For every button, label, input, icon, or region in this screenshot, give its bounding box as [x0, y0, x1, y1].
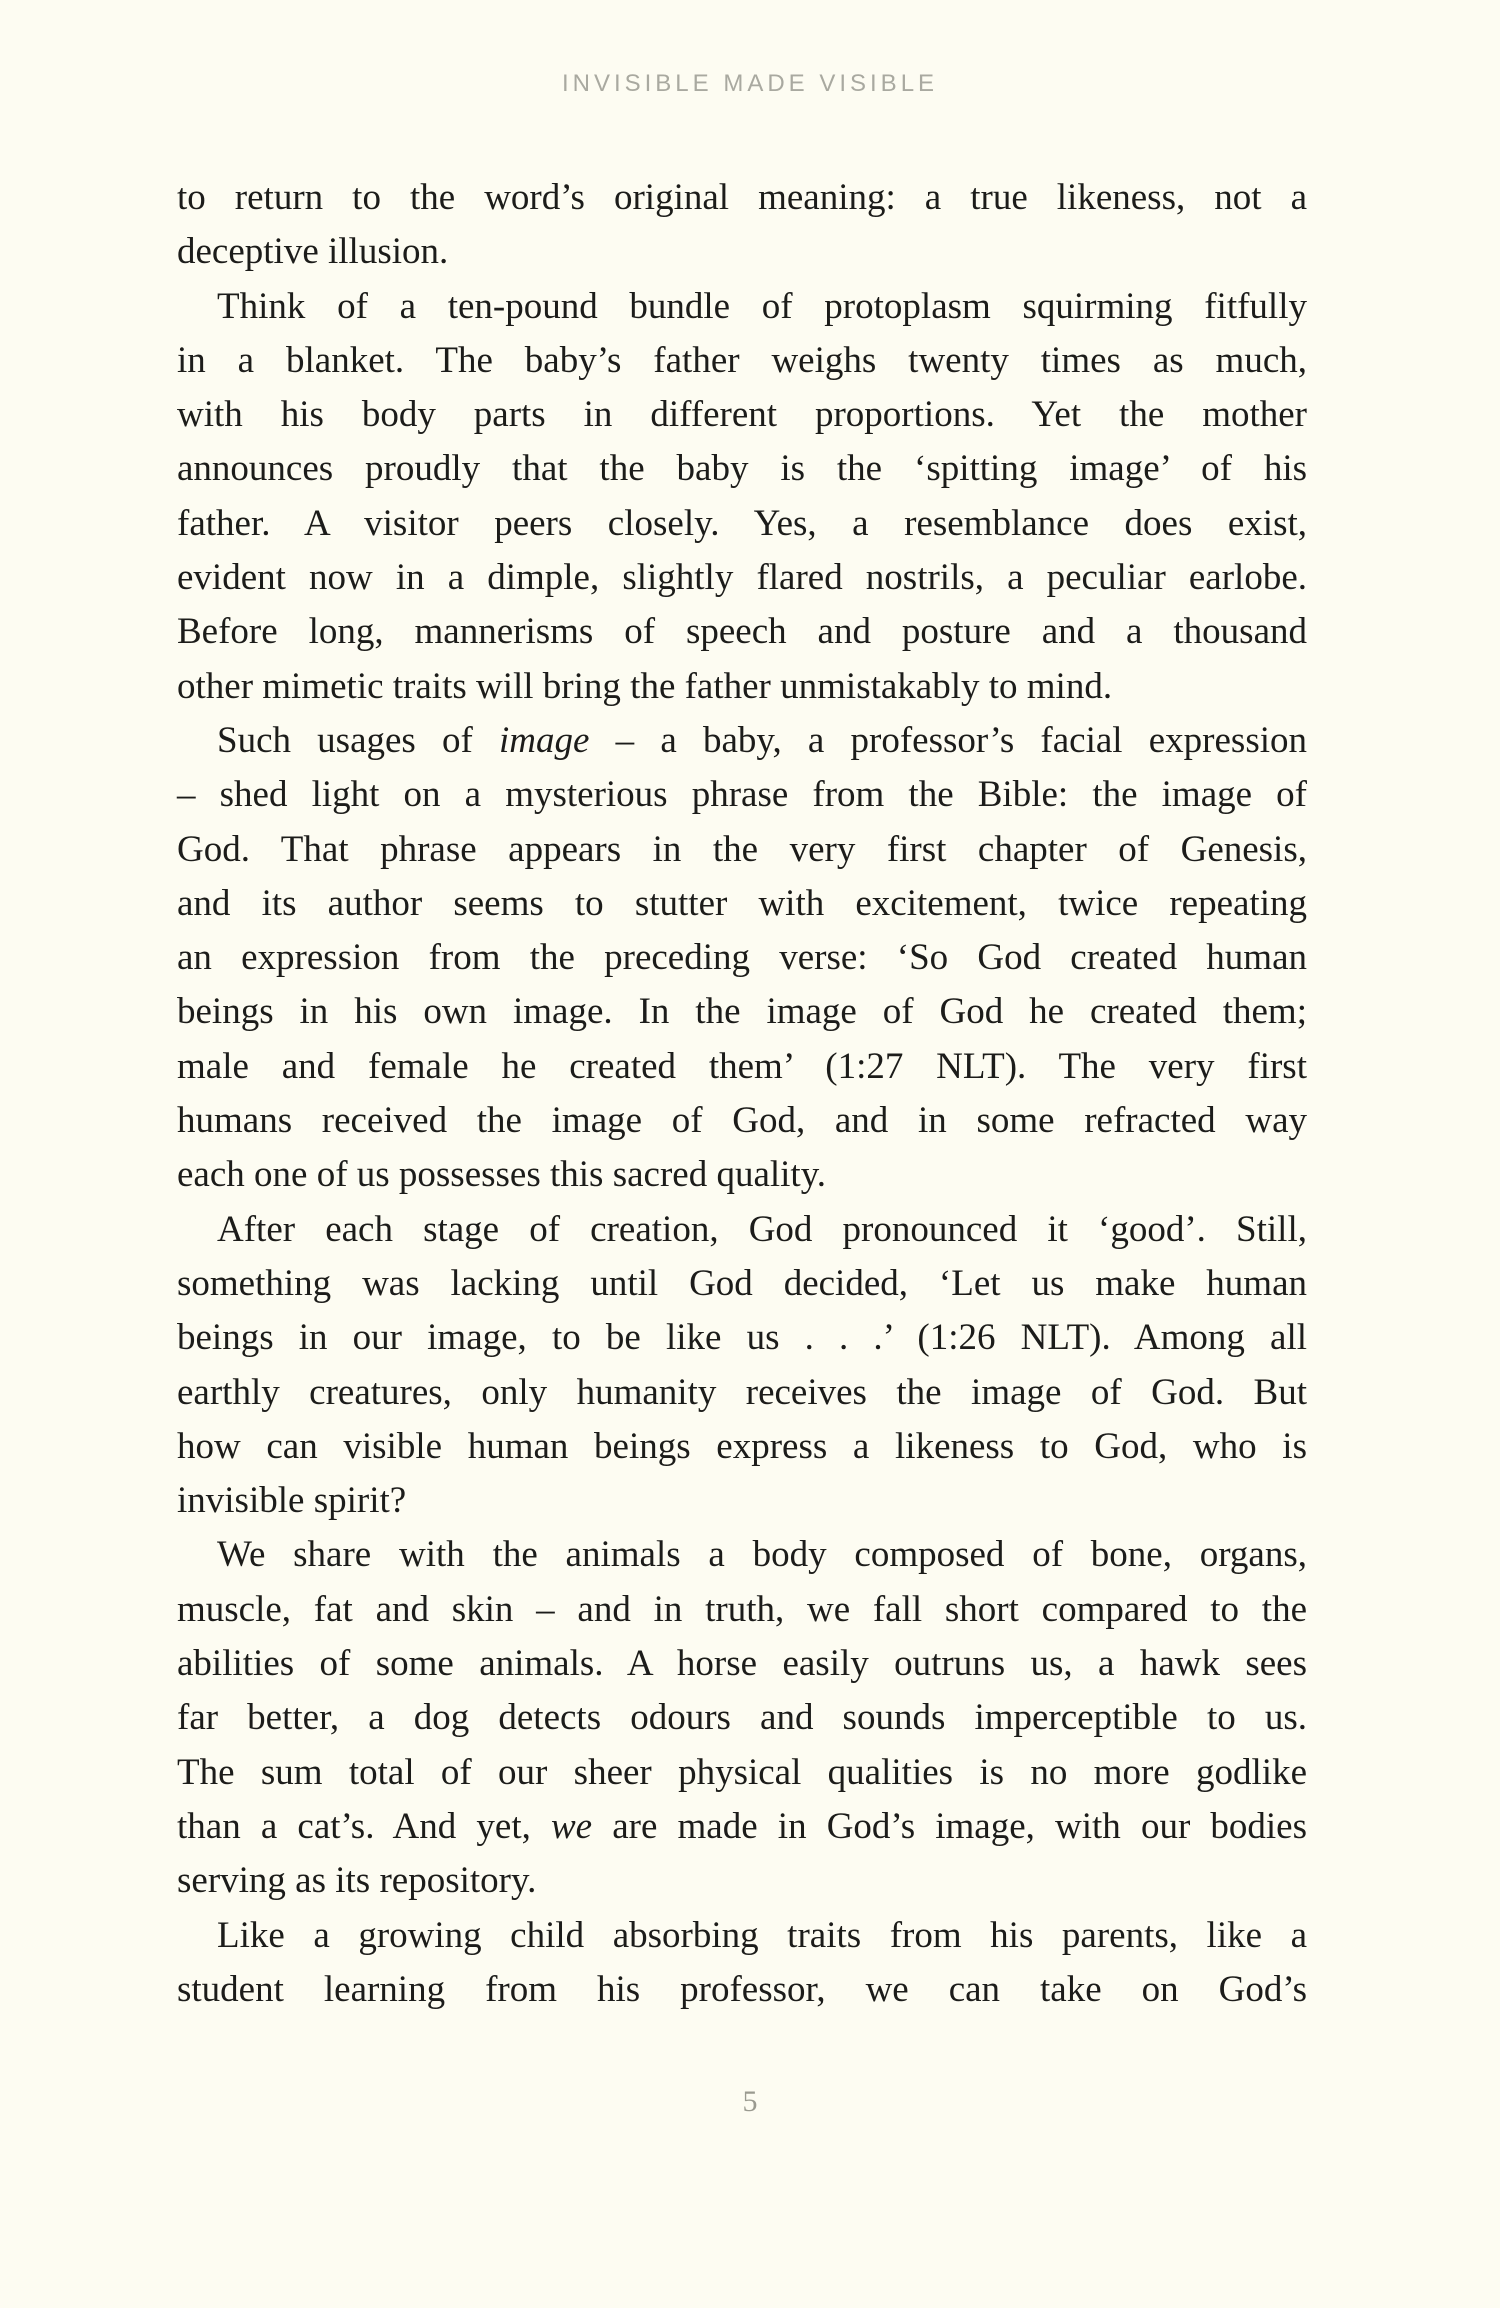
text-segment: are made in God’s image, with our bodies [592, 1805, 1307, 1847]
text-segment: how can visible human beings express a likeness to God, who is [177, 1425, 1307, 1467]
text-line [177, 660, 1307, 714]
text-line [177, 1854, 1307, 1908]
text-segment: than a cat’s. And yet, [177, 1805, 551, 1847]
text-segment: – shed light on a mysterious phrase from the Bible: the image of [177, 774, 1307, 816]
text-line [177, 1528, 1307, 1582]
text-segment: humans received the image of God, and in some refracted way [177, 1100, 1307, 1142]
text-segment: Before long, mannerisms of speech and posture and a thousand [177, 611, 1307, 653]
text-segment: Like a growing child absorbing traits from his parents, like a [217, 1914, 1307, 1956]
text-segment: announces proudly that the baby is the ‘spitting image’ of his [177, 448, 1307, 490]
paragraph [177, 1909, 1307, 2018]
text-line [177, 388, 1307, 442]
text-segment: to return to the word’s original meaning: a true likeness, not a [177, 177, 1307, 218]
text-line [177, 768, 1307, 822]
italic-word: image [499, 719, 590, 761]
text-line [177, 1691, 1307, 1745]
text-line [177, 280, 1307, 334]
text-line [177, 1366, 1307, 1420]
text-line [177, 1746, 1307, 1800]
text-segment: evident now in a dimple, slightly flared nostrils, a peculiar earlobe. [177, 557, 1307, 599]
text-segment: The sum total of our sheer physical qualities is no more godlike [177, 1751, 1307, 1793]
text-line [177, 1909, 1307, 1963]
text-segment: with his body parts in different proportions. Yet the mother [177, 394, 1307, 436]
text-segment: invisible spirit? [177, 1480, 407, 1522]
text-segment: deceptive illusion. [177, 231, 449, 273]
text-segment: We share with the animals a body composed of bone, organs, [217, 1534, 1307, 1576]
paragraph [177, 280, 1307, 714]
text-line [177, 442, 1307, 496]
text-segment: father. A visitor peers closely. Yes, a resemblance does exist, [177, 502, 1307, 544]
text-line [177, 1311, 1307, 1365]
text-segment: muscle, fat and skin – and in truth, we fall short compared to the [177, 1588, 1307, 1630]
paragraph [177, 1203, 1307, 1529]
paragraph [177, 171, 1307, 280]
text-segment: earthly creatures, only humanity receives the image of God. But [177, 1371, 1307, 1413]
text-line [177, 1148, 1307, 1202]
text-line [177, 1963, 1307, 2017]
text-line [177, 225, 1307, 279]
page-number: 5 [742, 2085, 758, 2118]
text-line [177, 877, 1307, 931]
text-segment: beings in his own image. In the image of God he created them; [177, 991, 1307, 1033]
text-line [177, 1583, 1307, 1637]
text-line [177, 985, 1307, 1039]
running-head: INVISIBLE MADE VISIBLE [561, 70, 939, 97]
text-line [177, 1637, 1307, 1691]
text-line [177, 334, 1307, 388]
text-line [177, 171, 1307, 225]
text-line [177, 1474, 1307, 1528]
text-line [177, 551, 1307, 605]
text-segment: far better, a dog detects odours and sounds imperceptible to us. [177, 1697, 1307, 1739]
text-segment: an expression from the preceding verse: ‘So God created human [177, 937, 1307, 979]
paragraph [177, 1528, 1307, 1908]
text-segment: each one of us possesses this sacred quality. [177, 1154, 827, 1196]
text-line [177, 1420, 1307, 1474]
text-segment: beings in our image, to be like us . . .’ (1:26 NLT). Among all [177, 1317, 1307, 1359]
text-segment: male and female he created them’ (1:27 NLT). The very first [177, 1045, 1307, 1087]
body-text [177, 171, 1307, 2017]
text-line [177, 1040, 1307, 1094]
text-segment: abilities of some animals. A horse easily outruns us, a hawk sees [177, 1643, 1307, 1685]
text-segment: something was lacking until God decided, ‘Let us make human [177, 1262, 1307, 1304]
text-line [177, 497, 1307, 551]
text-segment: student learning from his professor, we can take on God’s [177, 1968, 1307, 2010]
text-segment: Think of a ten-pound bundle of protoplasm squirming fitfully [217, 285, 1307, 327]
paragraph [177, 714, 1307, 1203]
text-line [177, 1094, 1307, 1148]
text-segment: other mimetic traits will bring the father unmistakably to mind. [177, 665, 1113, 707]
text-line [177, 1800, 1307, 1854]
text-segment: serving as its repository. [177, 1860, 537, 1902]
text-segment: in a blanket. The baby’s father weighs twenty times as much, [177, 339, 1307, 381]
text-segment: After each stage of creation, God pronounced it ‘good’. Still, [217, 1208, 1307, 1250]
text-segment: and its author seems to stutter with excitement, twice repeating [177, 882, 1307, 924]
text-segment: Such usages of [217, 719, 500, 761]
text-line [177, 605, 1307, 659]
text-segment: – a baby, a professor’s facial expression [589, 719, 1308, 761]
text-line [177, 931, 1307, 985]
text-line [177, 1203, 1307, 1257]
text-line [177, 823, 1307, 877]
italic-word: we [550, 1805, 593, 1847]
text-line [177, 1257, 1307, 1311]
text-line [177, 714, 1307, 768]
text-segment: God. That phrase appears in the very first chapter of Genesis, [177, 828, 1307, 870]
